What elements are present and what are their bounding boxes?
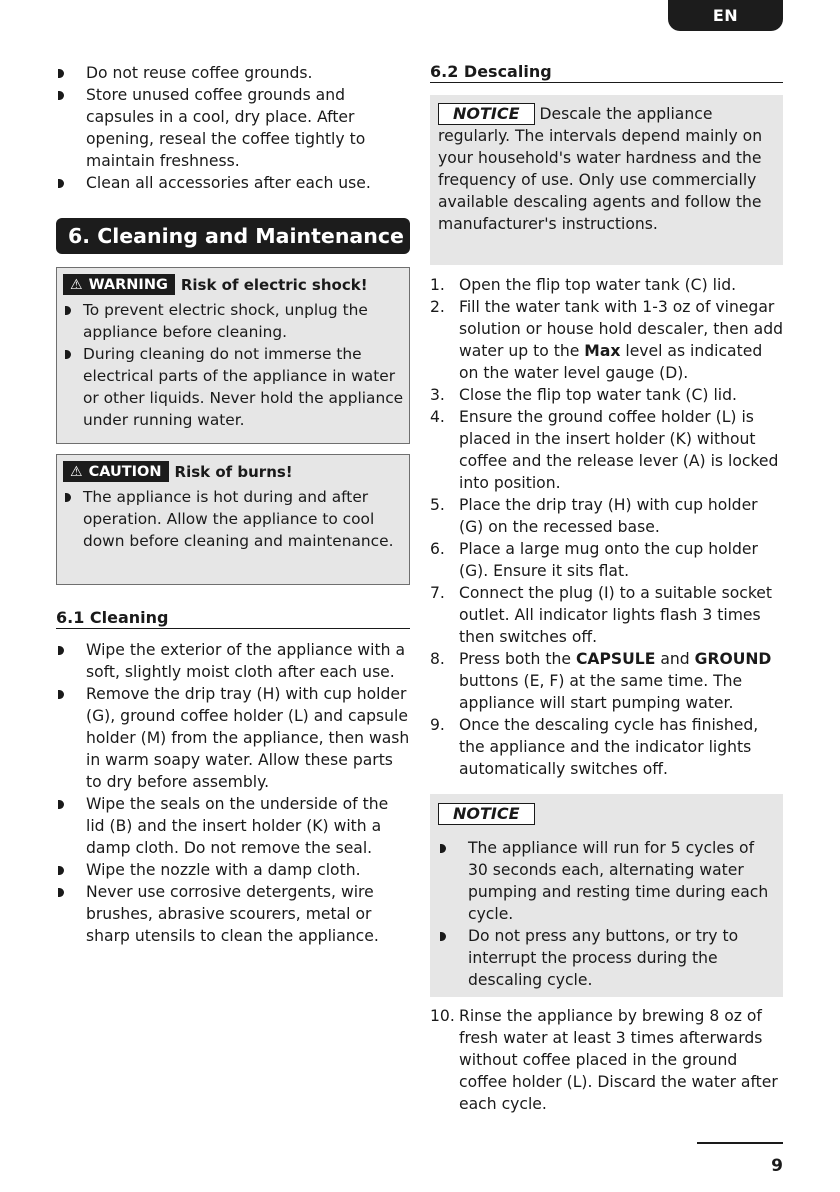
step-item: 3. Close the flip top water tank (C) lid.: [430, 386, 737, 404]
section-title: 6. Cleaning and Maintenance: [56, 218, 410, 254]
list-item: Wipe the exterior of the appliance with a soft, slightly moist cloth after each use.: [56, 639, 410, 683]
caution-box: [56, 454, 410, 585]
cleaning-list: [56, 639, 410, 947]
step-item: 9. Once the descaling cycle has finished, the appliance and the indicator lights automatically switches off.: [430, 716, 759, 778]
descaling-steps-cont: [430, 1005, 783, 1115]
list-item: The appliance is hot during and after operation. Allow the appliance to cool down before cleaning and maintenance.: [57, 486, 409, 552]
caution-tag: [63, 461, 169, 482]
notice-tag: NOTICE: [438, 103, 535, 125]
page-number: 9: [771, 1156, 783, 1176]
list-item: Wipe the seals on the underside of the lid (B) and the insert holder (K) with a damp cloth. Do not remove the seal.: [56, 793, 410, 859]
footer-rule: [697, 1142, 783, 1144]
step-item: 2. Fill the water tank with 1-3 oz of vinegar solution or house hold descaler, then add water up to the Max level as indicated on the water level gauge (D).: [430, 298, 783, 382]
caution-heading: Risk of burns!: [174, 462, 293, 481]
notice-text: Descale the appliance regularly. The intervals depend mainly on your household's water hardness and the frequency of use. Only use commercially available descaling agents and follow the manufacturer's instructions.: [438, 105, 763, 233]
warning-heading: Risk of electric shock!: [180, 275, 368, 294]
descaling-steps: [430, 274, 783, 780]
notice-box-descale: [430, 95, 783, 265]
list-item: To prevent electric shock, unplug the appliance before cleaning.: [57, 299, 409, 343]
list-item: Wipe the nozzle with a damp cloth.: [56, 859, 410, 881]
step-item: 7. Connect the plug (I) to a suitable socket outlet. All indicator lights flash 3 times then switches off.: [430, 584, 773, 646]
notice-list: [438, 837, 775, 991]
notice-tag: NOTICE: [438, 803, 535, 825]
list-item: Do not press any buttons, or try to interrupt the process during the descaling cycle.: [438, 925, 775, 991]
language-tab: EN: [668, 0, 783, 31]
step-item: 4. Ensure the ground coffee holder (L) is placed in the insert holder (K) without coffee and the release lever (A) is locked into position.: [430, 408, 779, 492]
step-item: 1. Open the flip top water tank (C) lid.: [430, 276, 737, 294]
caution-list: [57, 486, 409, 552]
warning-header: [63, 274, 409, 295]
list-item: Store unused coffee grounds and capsules in a cool, dry place. After opening, reseal the coffee tightly to maintain freshness.: [56, 84, 410, 172]
warning-triangle-icon: ⚠: [70, 276, 83, 293]
warning-tag: [63, 274, 175, 295]
intro-bullet-list: [56, 62, 410, 194]
caution-header: [63, 461, 409, 482]
list-item: Never use corrosive detergents, wire brushes, abrasive scourers, metal or sharp utensils to clean the appliance.: [56, 881, 410, 947]
step-item: 8. Press both the CAPSULE and GROUND buttons (E, F) at the same time. The appliance will start pumping water.: [430, 650, 772, 712]
caution-tag-label: CAUTION: [88, 463, 162, 480]
list-item: Remove the drip tray (H) with cup holder (G), ground coffee holder (L) and capsule holder (M) from the appliance, then wash in warm soapy water. Allow these parts to dry before assembly.: [56, 683, 410, 793]
step-item: 10. Rinse the appliance by brewing 8 oz of fresh water at least 3 times afterwards without coffee placed in the ground coffee holder (L). Discard the water after each cycle.: [430, 1007, 778, 1113]
cleaning-section: [56, 608, 410, 947]
list-item: Do not reuse coffee grounds.: [56, 62, 410, 84]
warning-tag-label: WARNING: [88, 276, 168, 293]
notice-box-cycles: [430, 794, 783, 997]
warning-list: [57, 299, 409, 431]
step-item: 6. Place a large mug onto the cup holder (G). Ensure it sits flat.: [430, 540, 758, 580]
list-item: The appliance will run for 5 cycles of 30 seconds each, alternating water pumping and resting time during each cycle.: [438, 837, 775, 925]
list-item: Clean all accessories after each use.: [56, 172, 410, 194]
descaling-title: 6.2 Descaling: [430, 62, 783, 83]
step-item: 5. Place the drip tray (H) with cup holder (G) on the recessed base.: [430, 496, 758, 536]
caution-triangle-icon: ⚠: [70, 463, 83, 480]
descaling-section: [430, 62, 783, 1115]
cleaning-title: 6.1 Cleaning: [56, 608, 410, 629]
list-item: During cleaning do not immerse the electrical parts of the appliance in water or other liquids. Never hold the appliance under running water.: [57, 343, 409, 431]
warning-box: [56, 267, 410, 444]
